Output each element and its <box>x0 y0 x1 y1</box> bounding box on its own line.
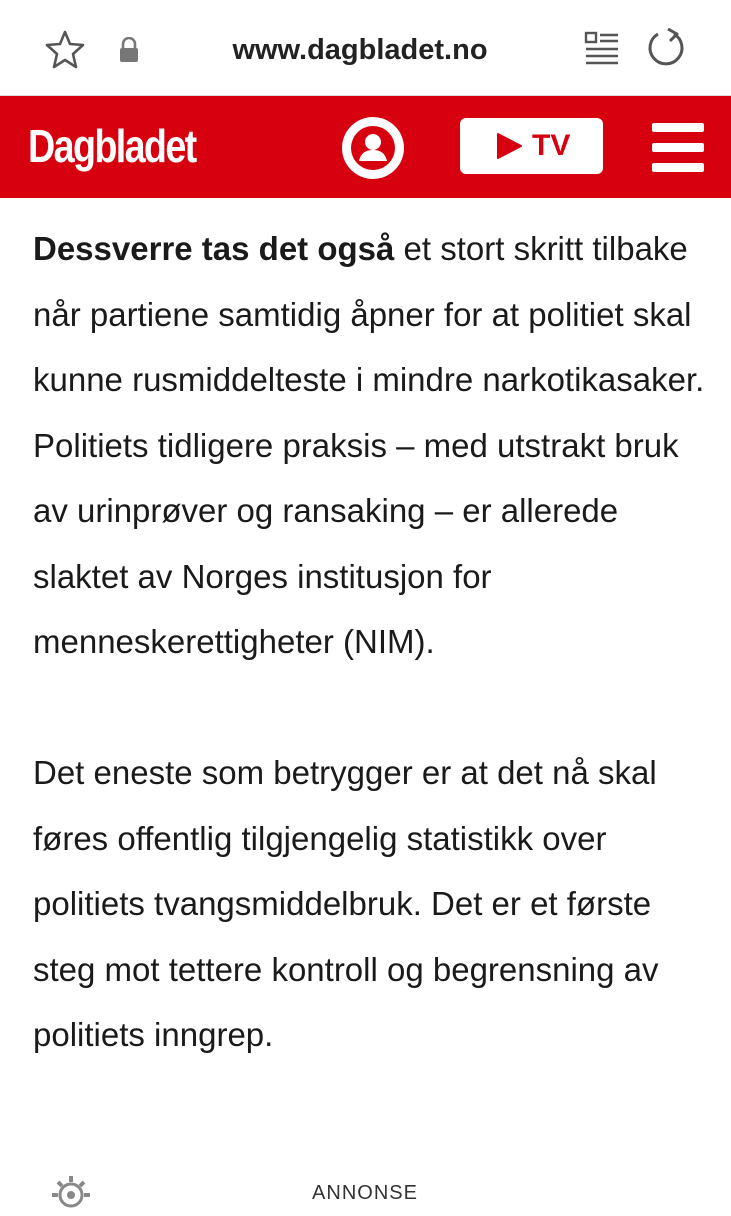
user-icon <box>342 117 404 179</box>
hamburger-menu-icon[interactable] <box>652 123 704 173</box>
browser-address-bar <box>0 0 731 96</box>
url-field[interactable]: www.dagbladet.no <box>232 34 488 66</box>
article-paragraph: Det eneste som betrygger er at det nå skal føres offentlig tilgjengelig statistikk over politiets tvangsmiddelbruk. Det er et første steg mot tettere kontroll og begrensning av politiets inngrep. <box>33 754 659 1053</box>
star-icon[interactable] <box>44 28 86 70</box>
article-body <box>33 216 713 1068</box>
tv-button[interactable] <box>460 118 603 174</box>
paragraph-text: et stort skritt tilbake når partiene samtidig åpner for at politiet skal kunne rusmiddelteste i mindre narkotikasaker. Politiets tidligere praksis – med utstrakt bruk av urinprøver og ransaking – er allerede slaktet av Norges institusjon for menneskerettigheter (NIM). <box>33 230 705 660</box>
tv-label: TV <box>532 129 571 162</box>
user-account-button[interactable] <box>342 117 404 179</box>
site-logo[interactable]: Dagbladet <box>28 120 196 172</box>
paragraph-lead: Dessverre tas det også <box>33 230 395 267</box>
ad-label: ANNONSE <box>312 1182 418 1204</box>
play-icon <box>494 132 524 160</box>
reload-icon[interactable] <box>644 26 688 70</box>
settings-icon[interactable] <box>50 1174 92 1216</box>
article-paragraph <box>33 216 713 675</box>
lock-icon <box>118 37 140 63</box>
reader-mode-icon[interactable] <box>584 30 620 66</box>
